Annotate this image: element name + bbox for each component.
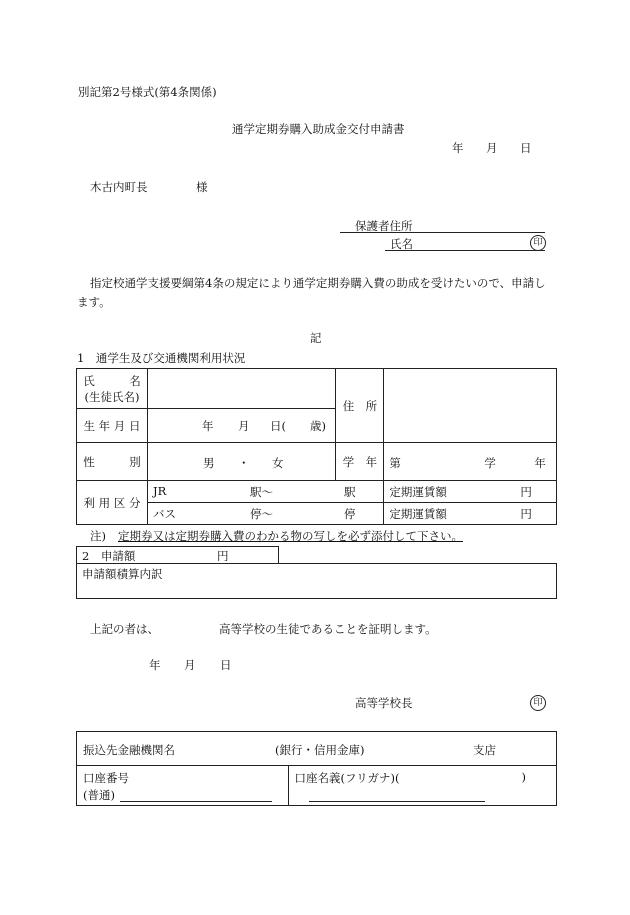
bus-stop-to: 停 bbox=[343, 507, 356, 521]
jr-fare-row[interactable] bbox=[384, 481, 556, 503]
gender-female[interactable]: 女 bbox=[271, 456, 284, 470]
bank-institution-label: 振込先金融機関名 bbox=[83, 743, 175, 757]
body-text-line2: ます。 bbox=[77, 295, 111, 309]
jr-station-to: 駅 bbox=[343, 485, 356, 499]
jr-label: JR bbox=[152, 484, 167, 498]
bus-label: バス bbox=[152, 507, 176, 521]
grade-field[interactable] bbox=[384, 443, 557, 481]
account-number-label: 口座番号 bbox=[83, 771, 129, 785]
account-name-field[interactable] bbox=[288, 766, 556, 806]
dob-day: 日( bbox=[269, 419, 286, 433]
principal-label: 高等学校長 bbox=[355, 696, 413, 710]
guardian-seal-icon: 印 bbox=[530, 235, 546, 251]
cert-date-year: 年 bbox=[149, 658, 161, 672]
address-field[interactable] bbox=[384, 369, 557, 443]
bank-type: (銀行・信用金庫) bbox=[275, 743, 365, 757]
jr-fare-unit: 円 bbox=[520, 485, 532, 499]
dob-age: 歳) bbox=[309, 419, 326, 433]
bus-fare-unit: 円 bbox=[520, 507, 532, 521]
bus-route-row[interactable] bbox=[148, 503, 383, 524]
cert-date-month: 月 bbox=[184, 658, 196, 672]
bank-institution-field[interactable] bbox=[77, 732, 557, 766]
account-type: (普通) bbox=[83, 788, 115, 802]
certification-suffix: 高等学校の生徒であることを証明します。 bbox=[219, 622, 437, 636]
address-label: 住 所 bbox=[336, 369, 384, 443]
body-text-line1: 指定校通学支援要綱第4条の規定により通学定期券購入費の助成を受けたいので、申請し bbox=[90, 276, 546, 290]
note-text: 定期券又は定期券購入費のわかる物の写しを必ず添付して下さい。 bbox=[118, 529, 463, 543]
account-name-label: 口座名義(フリガナ)( bbox=[294, 771, 400, 785]
student-info-table bbox=[76, 368, 557, 525]
grade-prefix: 第 bbox=[389, 456, 401, 470]
account-number-line bbox=[120, 801, 272, 802]
gender-field[interactable] bbox=[147, 443, 336, 481]
breakdown-field[interactable] bbox=[77, 564, 557, 599]
dob-year: 年 bbox=[201, 419, 214, 433]
date-month-label: 月 bbox=[486, 141, 498, 155]
jr-station-from: 駅〜 bbox=[249, 485, 273, 499]
bus-fare-row[interactable] bbox=[384, 503, 556, 524]
guardian-address-label: 保護者住所 bbox=[355, 219, 413, 233]
fare-cell bbox=[384, 481, 557, 525]
guardian-name-line bbox=[385, 250, 545, 251]
breakdown-label: 申請額積算内訳 bbox=[82, 567, 163, 581]
grade-label: 学 年 bbox=[336, 443, 384, 481]
note-prefix: 注) bbox=[90, 529, 106, 543]
bank-info-table bbox=[76, 731, 557, 806]
student-name-sub-label: (生徒氏名) bbox=[84, 389, 140, 404]
account-name-close: ) bbox=[521, 770, 527, 784]
bus-stop-from: 停〜 bbox=[249, 507, 273, 521]
addressee-mayor: 木古内町長 bbox=[90, 180, 148, 194]
date-day-label: 日 bbox=[520, 141, 532, 155]
bus-fare-label: 定期運賃額 bbox=[389, 507, 447, 521]
dob-month: 月 bbox=[237, 419, 250, 433]
student-name-label-cell bbox=[77, 369, 148, 409]
section2-heading: 2 申請額 bbox=[82, 549, 136, 563]
certification-prefix: 上記の者は、 bbox=[90, 622, 159, 636]
section1-heading: 1 通学生及び交通機関利用状況 bbox=[77, 351, 246, 365]
bank-branch: 支店 bbox=[473, 743, 496, 757]
account-name-line bbox=[309, 801, 485, 802]
application-amount-box bbox=[76, 546, 279, 564]
form-reference: 別記第2号様式(第4条関係) bbox=[78, 85, 217, 99]
jr-fare-label: 定期運賃額 bbox=[389, 485, 447, 499]
jr-route-row[interactable] bbox=[148, 481, 383, 503]
addressee-honorific: 様 bbox=[196, 180, 208, 194]
breakdown-box bbox=[76, 563, 557, 599]
student-name-field[interactable] bbox=[147, 369, 336, 409]
gender-label: 性 別 bbox=[77, 443, 148, 481]
dob-field[interactable] bbox=[147, 409, 336, 443]
student-name-label: 氏 名 bbox=[83, 373, 141, 388]
gender-separator: ・ bbox=[237, 456, 250, 470]
principal-seal-icon: 印 bbox=[530, 695, 546, 711]
ki-label: 記 bbox=[310, 331, 322, 345]
dob-label: 生 年 月 日 bbox=[77, 409, 148, 443]
section2-unit: 円 bbox=[217, 549, 229, 563]
grade-gaku: 学 bbox=[484, 456, 496, 470]
page-title: 通学定期券購入助成金交付申請書 bbox=[232, 122, 405, 136]
date-year-label: 年 bbox=[452, 141, 464, 155]
application-amount-field[interactable] bbox=[77, 547, 279, 564]
route-cell bbox=[147, 481, 383, 525]
guardian-name-label: 氏名 bbox=[390, 237, 413, 251]
grade-nen: 年 bbox=[534, 456, 546, 470]
usage-label: 利 用 区 分 bbox=[77, 481, 148, 525]
account-number-field[interactable] bbox=[77, 766, 289, 806]
guardian-address-line bbox=[340, 232, 545, 233]
gender-male[interactable]: 男 bbox=[202, 456, 215, 470]
cert-date-day: 日 bbox=[220, 658, 232, 672]
